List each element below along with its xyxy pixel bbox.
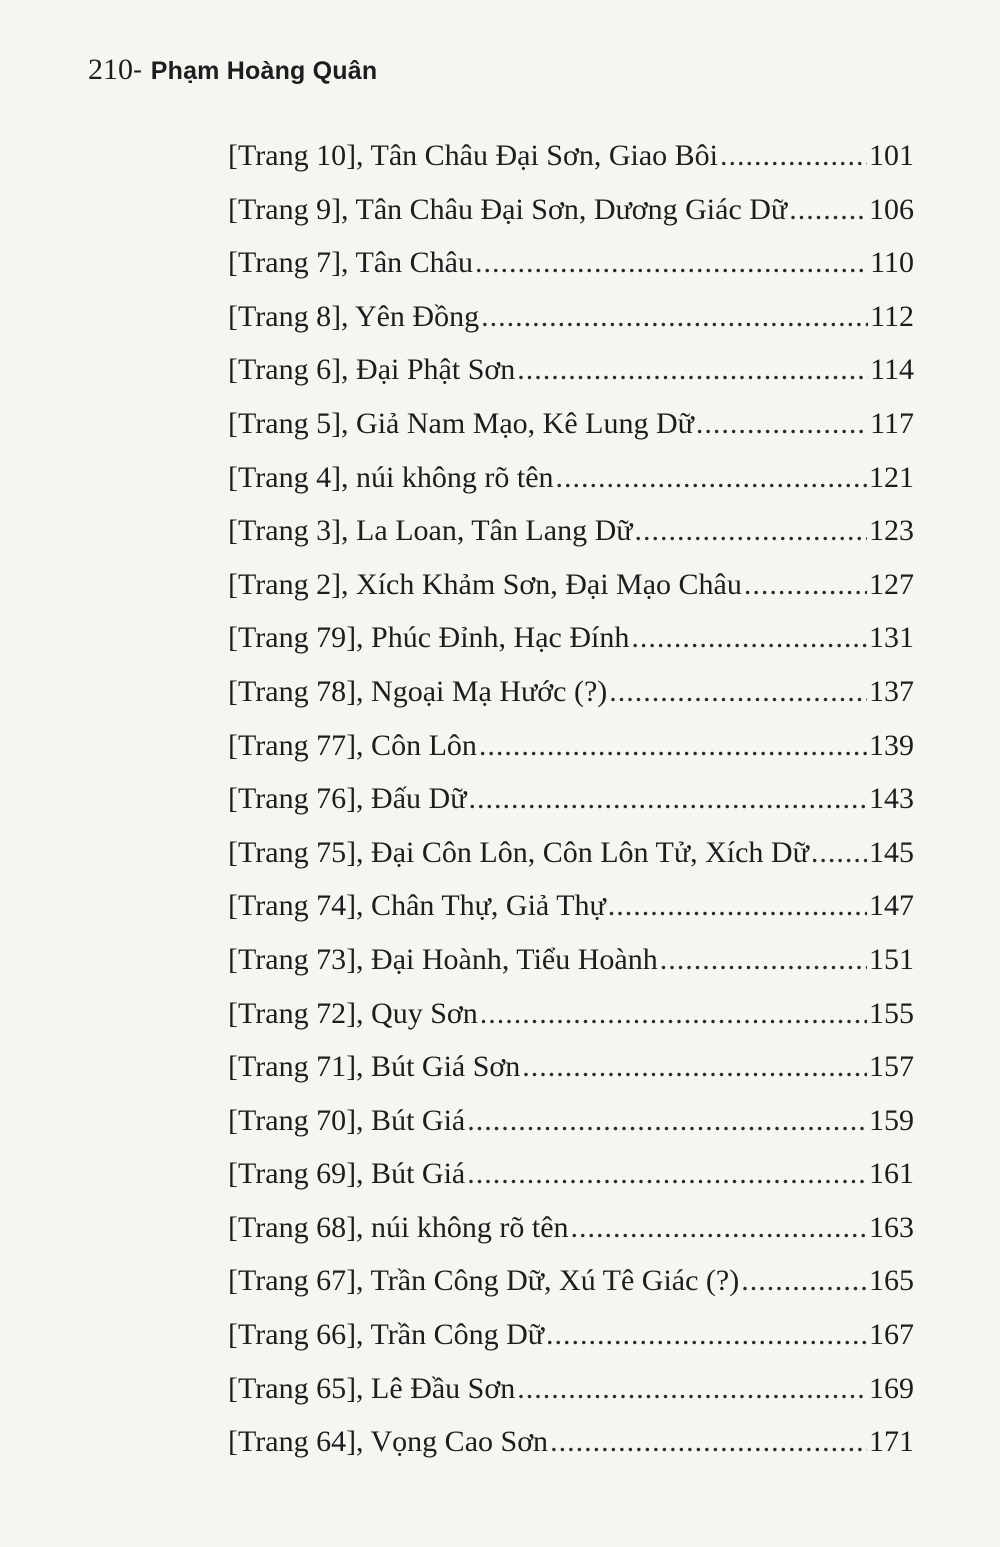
- toc-entry-label: [Trang 75], Đại Côn Lôn, Côn Lôn Tử, Xích Dữ: [228, 835, 809, 869]
- toc-entry-label: [Trang 79], Phúc Đỉnh, Hạc Đính: [228, 621, 630, 655]
- toc-entry-page-number: 101: [869, 139, 914, 172]
- toc-entry-label: [Trang 70], Bút Giá: [228, 1103, 466, 1137]
- dot-leader: [609, 670, 867, 714]
- dot-leader: [720, 134, 867, 178]
- toc-entry-page-number: 147: [869, 889, 914, 923]
- dot-leader: [550, 1420, 867, 1464]
- dot-leader: [811, 831, 867, 875]
- dot-leader: [789, 188, 867, 232]
- toc-entry: [228, 724, 914, 778]
- dot-leader: [546, 1313, 867, 1357]
- toc-entry-label: [Trang 7], Tân Châu: [228, 246, 473, 280]
- toc-entry: [228, 456, 914, 510]
- toc-entry-label: [Trang 6], Đại Phật Sơn: [228, 353, 516, 387]
- toc-entry: [228, 831, 914, 885]
- toc-entry: [228, 1206, 914, 1260]
- dot-leader: [480, 992, 867, 1036]
- toc-entry: [228, 1420, 914, 1474]
- dot-leader: [467, 1152, 867, 1196]
- author-name: Phạm Hoàng Quân: [150, 57, 378, 85]
- toc-entry-page-number: 165: [869, 1264, 914, 1298]
- toc-entry-page-number: 161: [869, 1157, 914, 1191]
- toc-entry: [228, 1259, 914, 1313]
- toc-entry-page-number: 171: [869, 1425, 914, 1459]
- toc-entry-label: [Trang 67], Trần Công Dữ, Xú Tê Giác (?): [228, 1264, 740, 1298]
- toc-entry: [228, 134, 914, 188]
- dot-leader: [481, 295, 868, 339]
- toc-entry: [228, 992, 914, 1046]
- toc-entry: [228, 1313, 914, 1367]
- dot-leader: [517, 1367, 867, 1411]
- toc-entry-label: [Trang 4], núi không rõ tên: [228, 460, 554, 494]
- dot-leader: [468, 777, 867, 821]
- toc-entry: [228, 1152, 914, 1206]
- toc-entry-label: [Trang 69], Bút Giá: [228, 1157, 466, 1191]
- dot-leader: [635, 509, 867, 553]
- toc-entry-page-number: 167: [869, 1318, 914, 1352]
- dot-leader: [696, 402, 868, 446]
- toc-entry: [228, 670, 914, 724]
- toc-entry-label: [Trang 73], Đại Hoành, Tiểu Hoành: [228, 942, 658, 976]
- dot-leader: [741, 1259, 867, 1303]
- toc-entry-label: [Trang 74], Chân Thự, Giả Thự: [228, 889, 606, 923]
- toc-entry-label: [Trang 65], Lê Đầu Sơn: [228, 1371, 516, 1405]
- toc-entry: [228, 777, 914, 831]
- toc-entry-label: [Trang 78], Ngoại Mạ Hước (?): [228, 674, 608, 708]
- toc-entry-page-number: 112: [870, 299, 914, 333]
- toc-entry-label: [Trang 72], Quy Sơn: [228, 996, 478, 1030]
- toc-entry-label: [Trang 3], La Loan, Tân Lang Dữ: [228, 514, 633, 548]
- dot-leader: [517, 348, 868, 392]
- toc-entry-label: [Trang 76], Đấu Dữ: [228, 782, 467, 816]
- toc-entry: [228, 616, 914, 670]
- toc-entry-page-number: 117: [870, 406, 914, 440]
- dot-leader: [556, 456, 867, 500]
- dot-leader: [631, 616, 867, 660]
- toc-entry-page-number: 110: [870, 246, 914, 280]
- dot-leader: [571, 1206, 867, 1250]
- toc-entry-page-number: 123: [869, 514, 914, 548]
- dot-leader: [475, 241, 868, 285]
- toc-entry-page-number: 157: [869, 1050, 914, 1084]
- toc-entry-page-number: 139: [869, 728, 914, 762]
- toc-entry-page-number: 163: [869, 1210, 914, 1244]
- dot-leader: [744, 563, 867, 607]
- toc-entry: [228, 188, 914, 242]
- toc-entry: [228, 938, 914, 992]
- toc-entry: [228, 241, 914, 295]
- toc-entry-label: [Trang 64], Vọng Cao Sơn: [228, 1425, 549, 1459]
- dot-leader: [660, 938, 867, 982]
- toc-entry: [228, 1099, 914, 1153]
- toc-entry-label: [Trang 66], Trần Công Dữ: [228, 1318, 545, 1352]
- toc-entry-label: [Trang 77], Côn Lôn: [228, 728, 477, 762]
- toc-entry-label: [Trang 68], núi không rõ tên: [228, 1210, 569, 1244]
- toc-entry: [228, 1045, 914, 1099]
- toc-entry-label: [Trang 8], Yên Đồng: [228, 299, 480, 333]
- toc-entry-page-number: 106: [869, 192, 914, 226]
- toc-entry-page-number: 127: [869, 567, 914, 601]
- page-header: [88, 50, 377, 90]
- dot-leader: [608, 884, 867, 928]
- toc-entry: [228, 295, 914, 349]
- toc-entry-label: [Trang 71], Bút Giá Sơn: [228, 1050, 521, 1084]
- dot-leader: [522, 1045, 867, 1089]
- dot-leader: [479, 724, 867, 768]
- toc-entry-page-number: 121: [869, 460, 914, 494]
- toc-entry-label: [Trang 9], Tân Châu Đại Sơn, Dương Giác Dữ: [228, 192, 788, 226]
- toc-entry-label: [Trang 10], Tân Châu Đại Sơn, Giao Bôi: [228, 139, 719, 172]
- toc-entry-label: [Trang 2], Xích Khảm Sơn, Đại Mạo Châu: [228, 567, 742, 601]
- toc-entry: [228, 884, 914, 938]
- toc-entry: [228, 509, 914, 563]
- toc-entry-label: [Trang 5], Giả Nam Mạo, Kê Lung Dữ: [228, 406, 694, 440]
- header-separator: -: [133, 55, 151, 86]
- toc-entry-page-number: 151: [869, 942, 914, 976]
- toc-entry-page-number: 137: [869, 674, 914, 708]
- toc-entry-page-number: 114: [870, 353, 914, 387]
- table-of-contents: [228, 134, 914, 1474]
- toc-entry-page-number: 155: [869, 996, 914, 1030]
- page-number: 210: [88, 53, 133, 86]
- toc-entry: [228, 348, 914, 402]
- toc-entry-page-number: 143: [869, 782, 914, 816]
- toc-entry-page-number: 169: [869, 1371, 914, 1405]
- toc-entry: [228, 1367, 914, 1421]
- dot-leader: [467, 1099, 867, 1143]
- toc-entry: [228, 563, 914, 617]
- toc-entry-page-number: 131: [869, 621, 914, 655]
- toc-entry: [228, 402, 914, 456]
- toc-entry-page-number: 145: [869, 835, 914, 869]
- toc-entry-page-number: 159: [869, 1103, 914, 1137]
